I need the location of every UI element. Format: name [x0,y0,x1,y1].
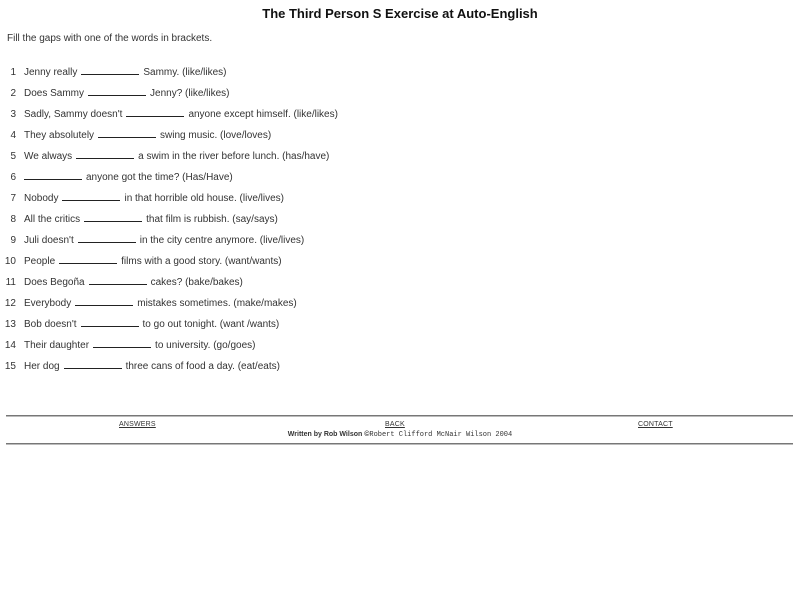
sentence-start: Jenny really [24,67,78,78]
exercise-item [0,106,338,127]
answer-gap [126,106,184,117]
answer-gap [93,337,151,348]
exercise-item [0,253,338,274]
contact-link[interactable]: CONTACT [638,421,673,428]
exercise-item [0,148,338,169]
sentence-end: in that horrible old house. (live/lives) [124,193,284,204]
item-number: 1 [10,67,16,78]
sentence-start: People [24,256,56,267]
item-number: 4 [10,130,16,141]
answers-link[interactable]: ANSWERS [119,421,156,428]
answer-gap [75,295,133,306]
sentence-end: cakes? (bake/bakes) [150,277,243,288]
exercise-item [0,295,338,316]
answer-gap [88,85,146,96]
credit-author: Written by Rob Wilson © [287,431,370,438]
item-number: 10 [4,256,16,267]
sentence-start: Nobody [24,193,59,204]
sentence-end: swing music. (love/loves) [160,130,272,141]
sentence-start: Sadly, Sammy doesn't [24,109,123,120]
back-link[interactable]: BACK [385,421,405,428]
sentence-end: Sammy. (like/likes) [143,67,227,78]
answer-gap [62,190,120,201]
sentence-start: Bob doesn't [24,319,77,330]
sentence-end: that film is rubbish. (say/says) [146,214,278,225]
answer-gap [89,274,147,285]
page-title: The Third Person S Exercise at Auto-English [262,6,538,21]
sentence-end: to go out tonight. (want /wants) [142,319,280,330]
sentence-end: a swim in the river before lunch. (has/have) [138,151,330,162]
answer-gap [59,253,117,264]
exercise-item [0,64,338,85]
item-number: 8 [10,214,16,225]
exercise-item [0,358,338,379]
sentence-end: anyone except himself. (like/likes) [188,109,338,120]
exercise-item [0,232,338,253]
sentence-start: Everybody [24,298,72,309]
sentence-end: Jenny? (like/likes) [150,88,230,99]
exercise-item [0,127,338,148]
exercise-item [0,85,338,106]
answer-gap [78,232,136,243]
sentence-start: Juli doesn't [24,235,74,246]
sentence-start: Does Begoña [24,277,85,288]
item-number: 5 [10,151,16,162]
item-number: 14 [4,340,16,351]
exercise-list [0,64,338,379]
answer-gap [64,358,122,369]
exercise-item [0,316,338,337]
exercise-item [0,190,338,211]
item-number: 15 [4,361,16,372]
sentence-end: three cans of food a day. (eat/eats) [125,361,280,372]
sentence-end: anyone got the time? (Has/Have) [86,172,233,183]
answer-gap [81,316,139,327]
answer-gap [98,127,156,138]
sentence-start: Her dog [24,361,60,372]
sentence-start: All the critics [24,214,81,225]
sentence-end: in the city centre anymore. (live/lives) [139,235,305,246]
sentence-start: Their daughter [24,340,90,351]
item-number: 13 [4,319,16,330]
exercise-item [0,169,338,190]
item-number: 9 [10,235,16,246]
item-number: 6 [10,172,16,183]
item-number: 2 [10,88,16,99]
sentence-start: They absolutely [24,130,95,141]
item-number: 11 [5,277,16,288]
sentence-end: to university. (go/goes) [155,340,256,351]
instructions: Fill the gaps with one of the words in brackets. [7,33,213,44]
footer-divider-top [6,415,793,417]
exercise-item [0,274,338,295]
answer-gap [81,64,139,75]
answer-gap [24,169,82,180]
exercise-item [0,337,338,358]
sentence-start: We always [24,151,73,162]
sentence-end: mistakes sometimes. (make/makes) [137,298,297,309]
sentence-start: Does Sammy [24,88,85,99]
item-number: 3 [10,109,16,120]
copyright-credit [0,431,800,439]
item-number: 12 [4,298,16,309]
answer-gap [76,148,134,159]
credit-copyright: Robert Clifford McNair Wilson 2004 [369,431,513,439]
sentence-end: films with a good story. (want/wants) [121,256,282,267]
item-number: 7 [10,193,16,204]
footer-divider-bottom [6,443,793,445]
answer-gap [84,211,142,222]
exercise-item [0,211,338,232]
